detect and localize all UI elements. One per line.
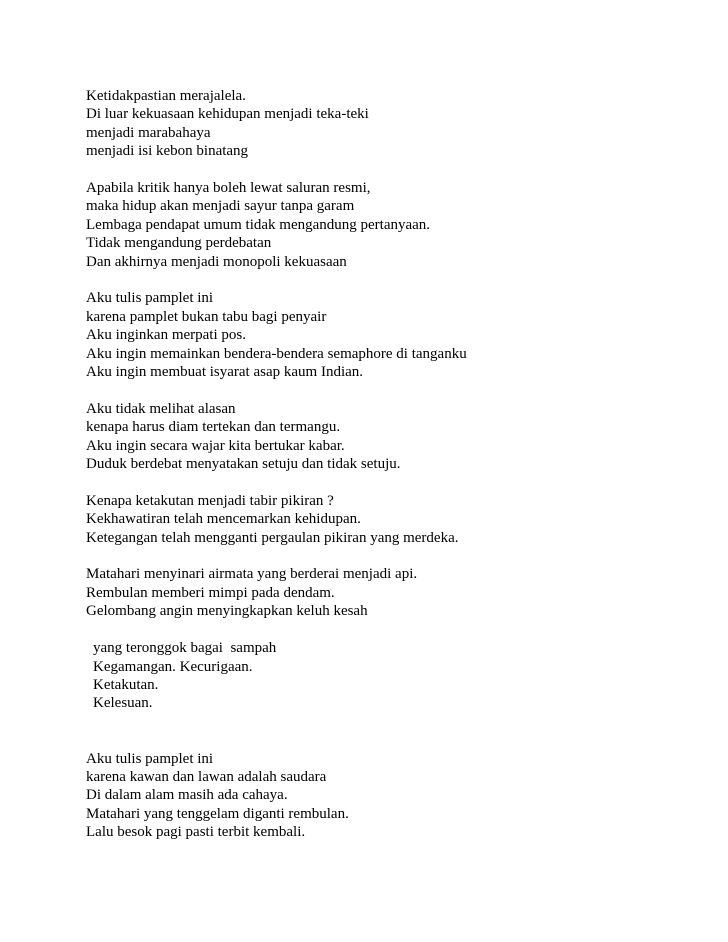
poem-line: menjadi isi kebon binatang bbox=[86, 143, 249, 160]
poem-line: Matahari menyinari airmata yang berderai menjadi api. bbox=[86, 566, 418, 583]
poem-body bbox=[86, 87, 706, 860]
poem-line: Kelesuan. bbox=[93, 695, 153, 712]
poem-line: karena kawan dan lawan adalah saudara bbox=[86, 768, 327, 785]
poem-line: Aku ingin memainkan bendera-bendera semaphore di tanganku bbox=[86, 345, 467, 362]
stanza-1 bbox=[86, 87, 706, 161]
poem-line: Lalu besok pagi pasti terbit kembali. bbox=[86, 824, 306, 841]
poem-line: Gelombang angin menyingkapkan keluh kesah bbox=[86, 603, 368, 620]
stanza-7 bbox=[86, 639, 706, 713]
poem-line: maka hidup akan menjadi sayur tanpa garam bbox=[86, 198, 355, 215]
stanza-4 bbox=[86, 400, 706, 474]
stanza-6 bbox=[86, 565, 706, 620]
poem-line: Matahari yang tenggelam diganti rembulan. bbox=[86, 805, 349, 822]
poem-line: Ketakutan. bbox=[93, 676, 159, 693]
poem-line: Aku tidak melihat alasan bbox=[86, 400, 236, 417]
poem-line: menjadi marabahaya bbox=[86, 124, 211, 141]
poem-line: Tidak mengandung perdebatan bbox=[86, 235, 272, 252]
poem-line: Kegamangan. Kecurigaan. bbox=[93, 658, 253, 675]
poem-line: Rembulan memberi mimpi pada dendam. bbox=[86, 584, 335, 601]
poem-line: Aku inginkan merpati pos. bbox=[86, 327, 246, 344]
stanza-2 bbox=[86, 179, 706, 271]
poem-line: Kenapa ketakutan menjadi tabir pikiran ? bbox=[86, 492, 334, 509]
poem-line: Aku ingin secara wajar kita bertukar kabar. bbox=[86, 437, 345, 454]
stanza-5 bbox=[86, 492, 706, 547]
poem-line: Apabila kritik hanya boleh lewat saluran resmi, bbox=[86, 180, 371, 197]
poem-line: Aku ingin membuat isyarat asap kaum Indian. bbox=[86, 364, 364, 381]
poem-line: Ketidakpastian merajalela. bbox=[86, 88, 246, 104]
poem-line: kenapa harus diam tertekan dan termangu. bbox=[86, 419, 341, 436]
poem-line: Lembaga pendapat umum tidak mengandung pertanyaan. bbox=[86, 216, 431, 233]
poem-line: yang teronggok bagai sampah bbox=[93, 640, 277, 657]
poem-line: Dan akhirnya menjadi monopoli kekuasaan bbox=[86, 253, 347, 270]
poem-line: Aku tulis pamplet ini bbox=[86, 290, 214, 307]
poem-line: Aku tulis pamplet ini bbox=[86, 750, 214, 767]
poem-line: Ketegangan telah mengganti pergaulan pikiran yang merdeka. bbox=[86, 529, 459, 546]
stanza-8 bbox=[86, 750, 706, 842]
stanza-3 bbox=[86, 289, 706, 381]
poem-line: Di luar kekuasaan kehidupan menjadi teka-teki bbox=[86, 106, 369, 123]
poem-line: Di dalam alam masih ada cahaya. bbox=[86, 787, 288, 804]
poem-line: Duduk berdebat menyatakan setuju dan tidak setuju. bbox=[86, 456, 401, 473]
poem-line: Kekhawatiran telah mencemarkan kehidupan. bbox=[86, 511, 361, 528]
poem-line: karena pamplet bukan tabu bagi penyair bbox=[86, 308, 327, 325]
